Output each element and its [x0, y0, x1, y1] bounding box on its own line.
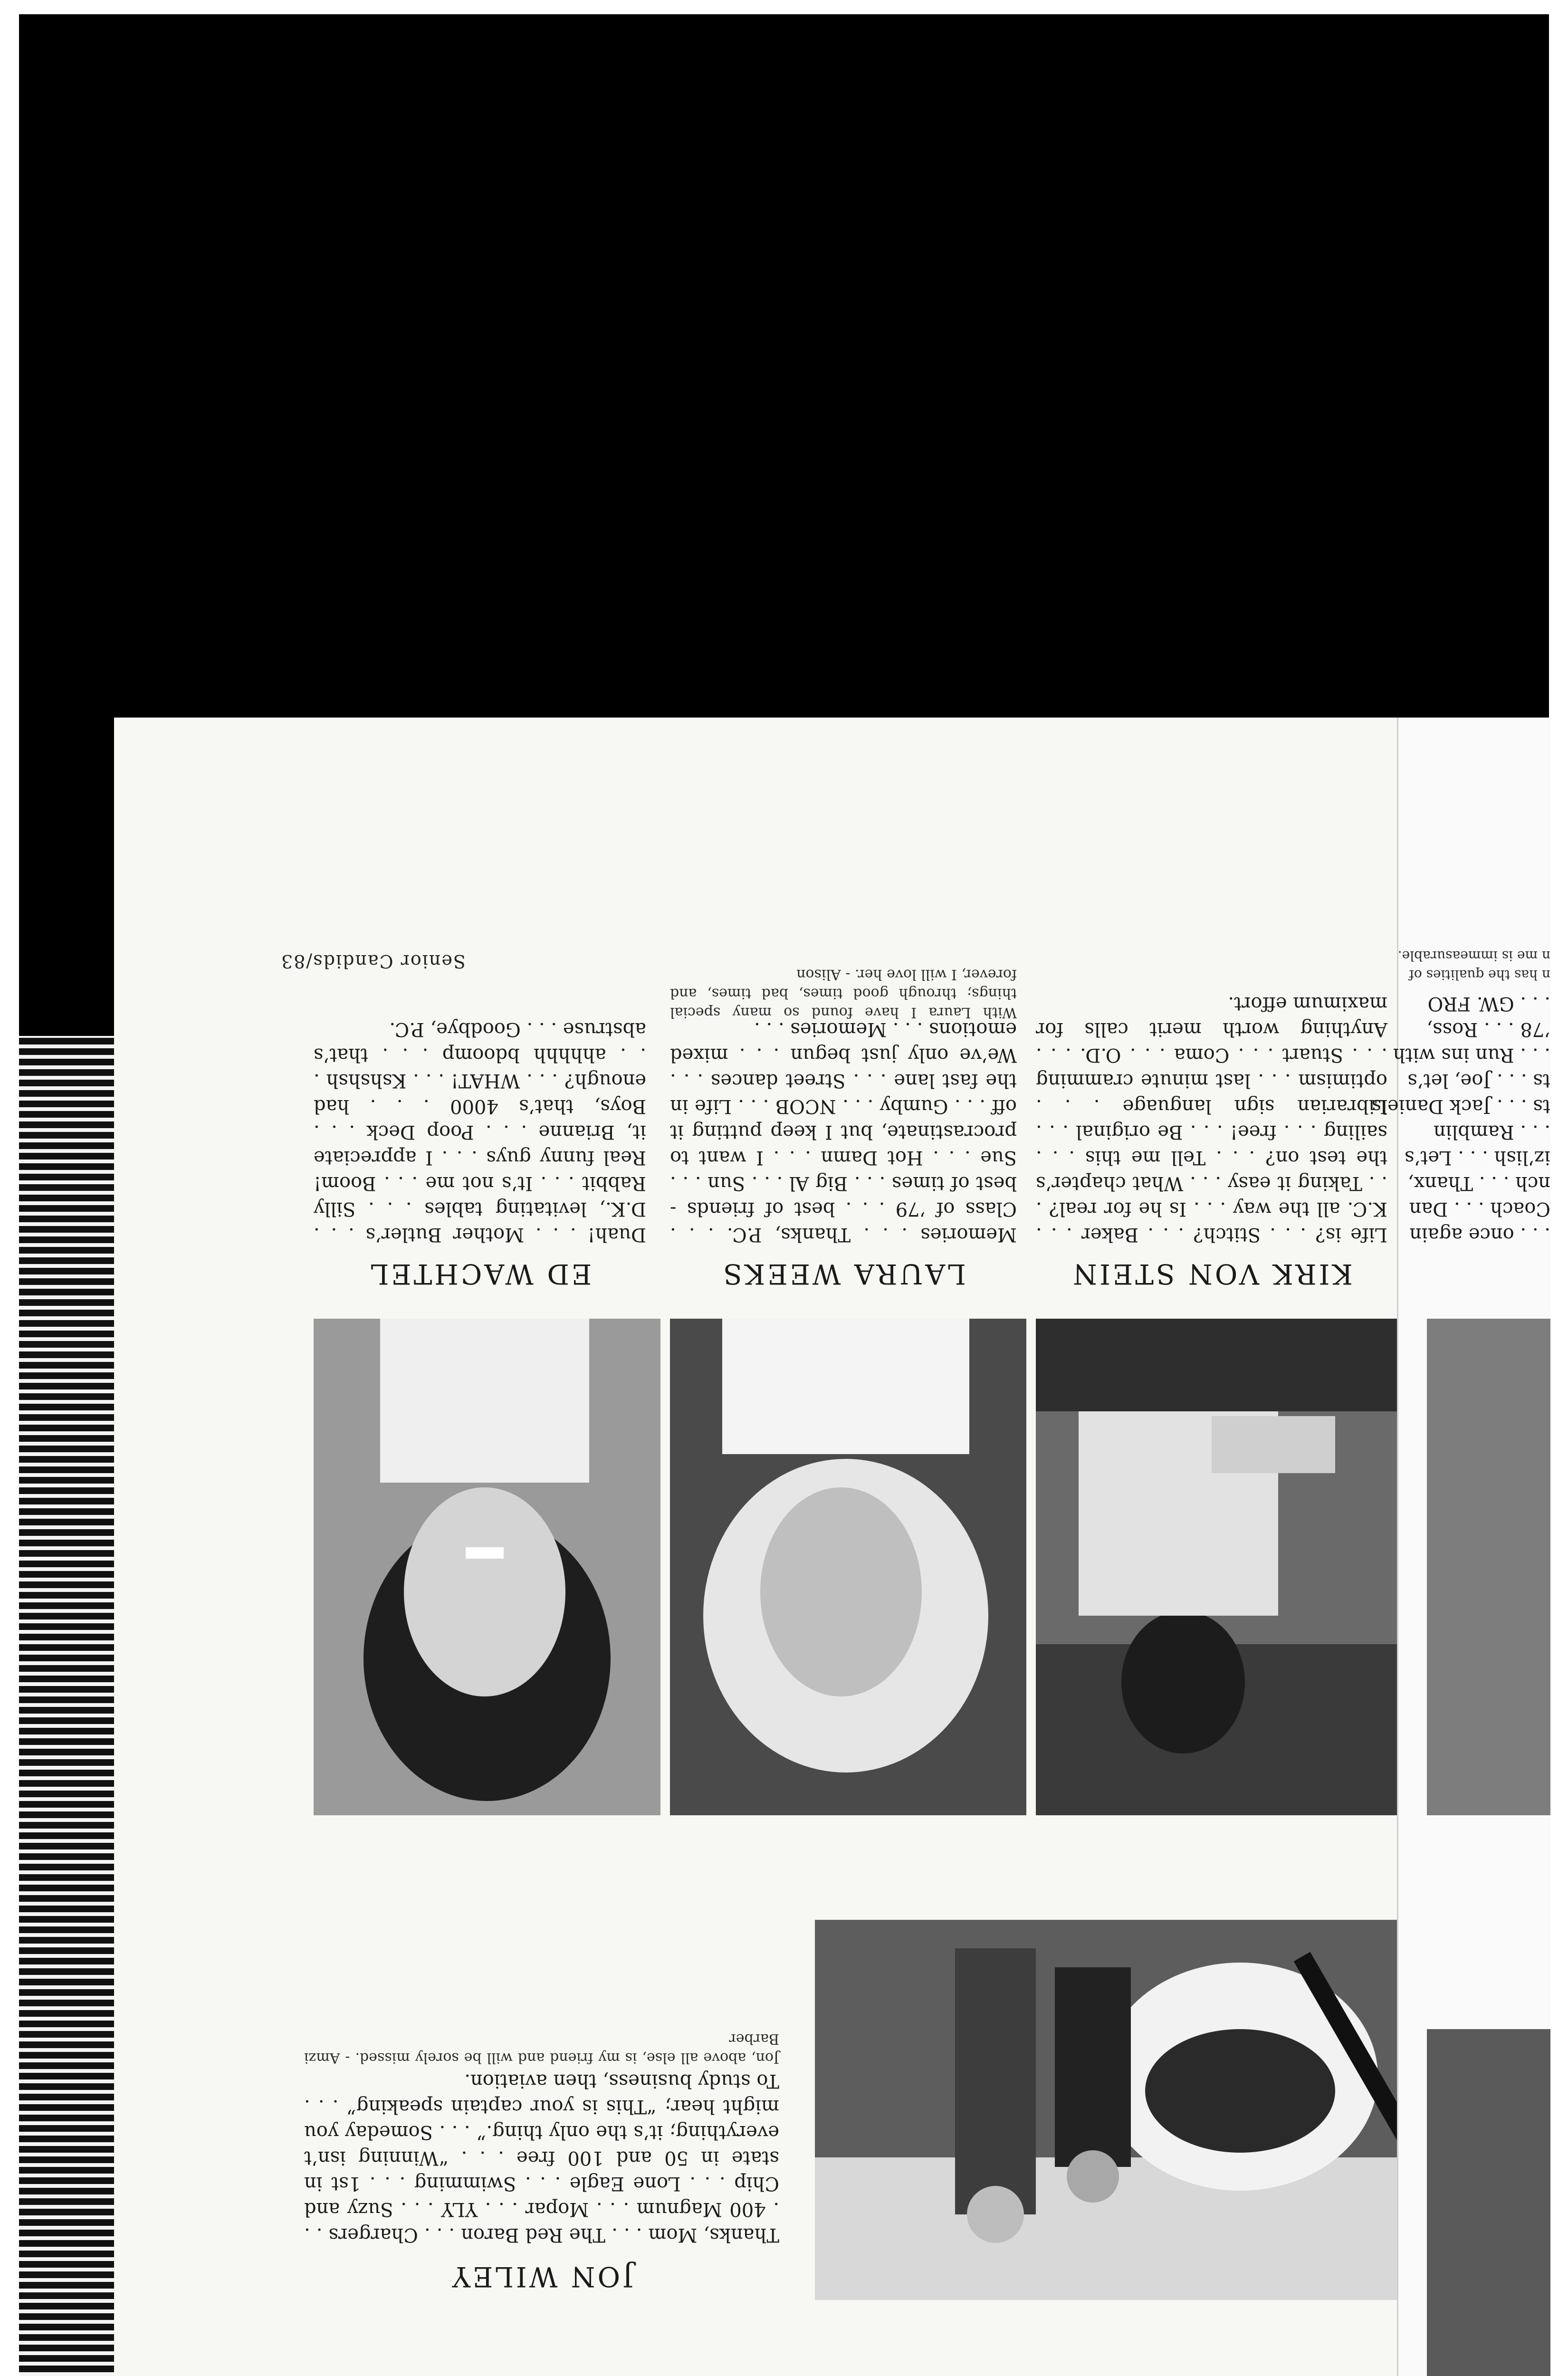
adjacent-page-rotated: [1371, 718, 1550, 2376]
adjacent-text-line: . . . GW. FRO: [1427, 993, 1550, 1015]
adjacent-text-line: iz’lish . . . Let’s: [1404, 1147, 1550, 1169]
page-content-rotated: [114, 718, 1397, 2376]
laura-weeks-bio: Memories . . . Thanks, P.C. . . . Class of ’79 . . . best of friends - best of times . . . Big Al . . . Sun . . . Sue . . . Hot Damn . . . I want to procrastinate, but I keep putting it off . . . Gumby . . . NCOB . . . Life in the fast lane . . . Street dances . . . We’ve only just begun . . . mixed emotions . . . Memories . . .: [670, 1018, 1017, 1245]
adjacent-text-line: nch . . . Thanx,: [1407, 1172, 1550, 1194]
adjacent-text-line: Coach . . . Dan: [1409, 1198, 1550, 1220]
kirk-von-stein-photo: [1036, 1319, 1397, 1815]
jon-wiley-name: JON WILEY: [449, 2261, 634, 2293]
ed-wachtel-photo: [314, 1319, 660, 1815]
laura-weeks-quote: With Laura I have found so many special things; through good times, bad times, and forever, I will love her. - Alison: [670, 966, 1017, 1021]
adjacent-text-line: ts . . . Joe, let’s: [1407, 1070, 1550, 1092]
jon-wiley-photo: [815, 1920, 1397, 2300]
ed-wachtel-name: ED WACHTEL: [368, 1258, 592, 1290]
yearbook-page: [114, 718, 1397, 2376]
kirk-von-stein-name: KIRK VON STEIN: [1071, 1258, 1353, 1290]
jon-wiley-quote: Jon, above all else, is my friend and will be sorely missed. - Amzi Barber: [304, 2031, 779, 2066]
adjacent-photo-top: [1427, 1319, 1550, 1815]
adjacent-text-line: . . . Run ins with: [1393, 1044, 1550, 1066]
laura-weeks-photo: [670, 1319, 1026, 1815]
scanner-edge-stripes: [19, 1036, 114, 2376]
adjacent-text-line: ts . . . Jack Daniels: [1371, 1095, 1550, 1117]
kirk-von-stein-bio: Life is? . . . Stitch? . . . Baker . . . K.C. all the way . . . Is he for real? . . . Taking it easy . . . What chapter’s the test on? . . . Tell me this . . . sailing . . . free! . . . Be original . . . Librarian sign language . . . optimism . . . last minute cramming . . . Stuart . . . Coma . . . O.D. . . . Anything worth merit calls for maximum effort.: [1036, 993, 1387, 1245]
adjacent-text-line: . . . Ramblin: [1433, 1121, 1550, 1143]
ed-wachtel-bio: Duah! . . . Mother Butler’s . . . D.K., levitating tables . . . Silly Rabbit . . . It’s not me . . . Boom! Real funny guys . . . I appreciate it, Brianne . . . Poop Deck . . . Boys, that’s 4000 . . . had enough? . . . WHAT! . . . Kshshsh . . . ahhhhh bdoomp . . . that’s abstruse . . . Goodbye, P.C.: [314, 1018, 646, 1245]
page-folio: Senior Candids/83: [280, 951, 466, 972]
jon-wiley-bio: Thanks, Mom . . . The Red Baron . . . Chargers . . . 400 Magnum . . . Mopar . . . YLY . . . Suzy and Chip . . . Lone Eagle . . . Swimming . . . 1st in state in 50 and 100 free . . . “Winning isn’t everything; it’s the only thing.” . . . Someday you might hear; “This is your captain speaking” . . . To study business, then aviation.: [304, 2070, 779, 2246]
laura-weeks-name: LAURA WEEKS: [721, 1258, 966, 1290]
adjacent-text-line: . . . once again: [1409, 1224, 1550, 1245]
adjacent-photo-bottom: [1427, 2029, 1550, 2376]
adjacent-quote-line: n me is immeasurable.: [1397, 948, 1550, 964]
adjacent-text-line: ’78 . . . Ross,: [1426, 1018, 1550, 1040]
adjacent-quote-line: n has the qualities of: [1409, 967, 1550, 983]
adjacent-page-fragment: [1371, 718, 1550, 2376]
